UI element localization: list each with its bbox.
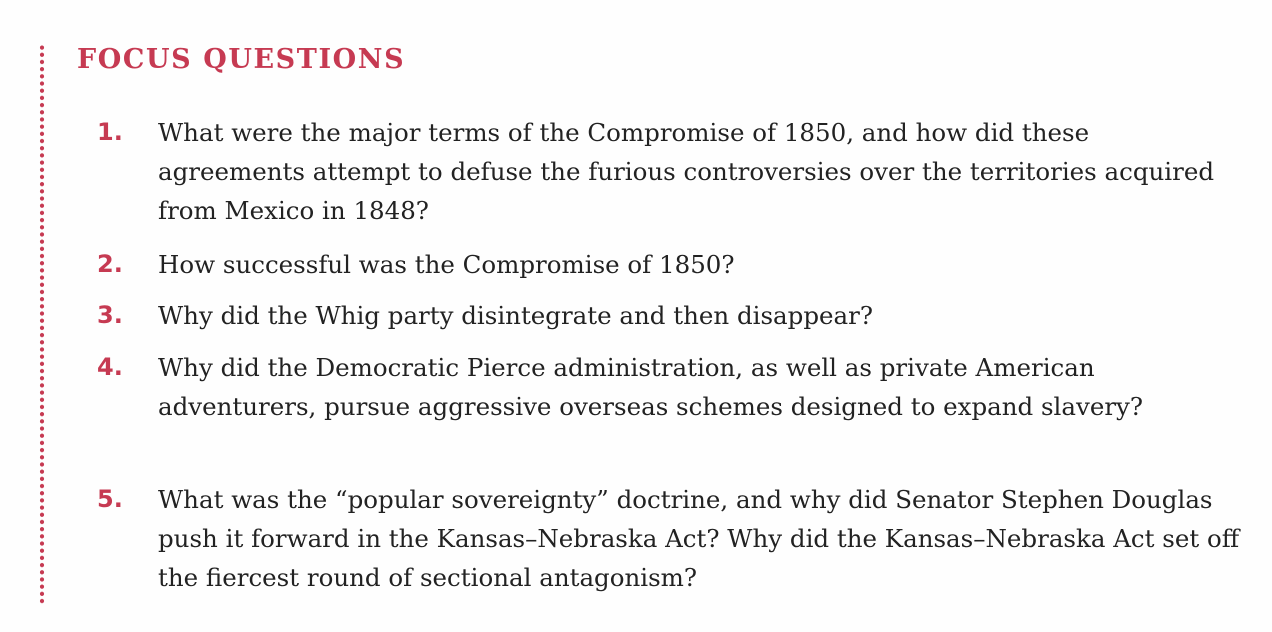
question-number: 5. xyxy=(97,485,123,513)
question-number: 3. xyxy=(97,301,123,329)
question-text: Why did the Whig party disintegrate and then disappear? xyxy=(158,301,873,330)
question-number: 2. xyxy=(97,250,123,278)
question-text: Why did the Democratic Pierce administration, as well as private American adventurers, pursue aggressive overseas schemes designed to expand slavery? xyxy=(158,353,1144,421)
question-number: 4. xyxy=(97,353,123,381)
question-number: 1. xyxy=(97,118,123,146)
section-heading: FOCUS QUESTIONS xyxy=(77,44,406,75)
question-text: How successful was the Compromise of 1850? xyxy=(158,250,735,279)
question-text: What was the “popular sovereignty” doctrine, and why did Senator Stephen Douglas push it forward in the Kansas–Nebraska Act? Why did the Kansas–Nebraska Act set off the fiercest round of sectional antagonism? xyxy=(158,485,1240,592)
question-text: What were the major terms of the Compromise of 1850, and how did these agreements attempt to defuse the furious controversies over the territories acquired from Mexico in 1848? xyxy=(158,118,1215,225)
